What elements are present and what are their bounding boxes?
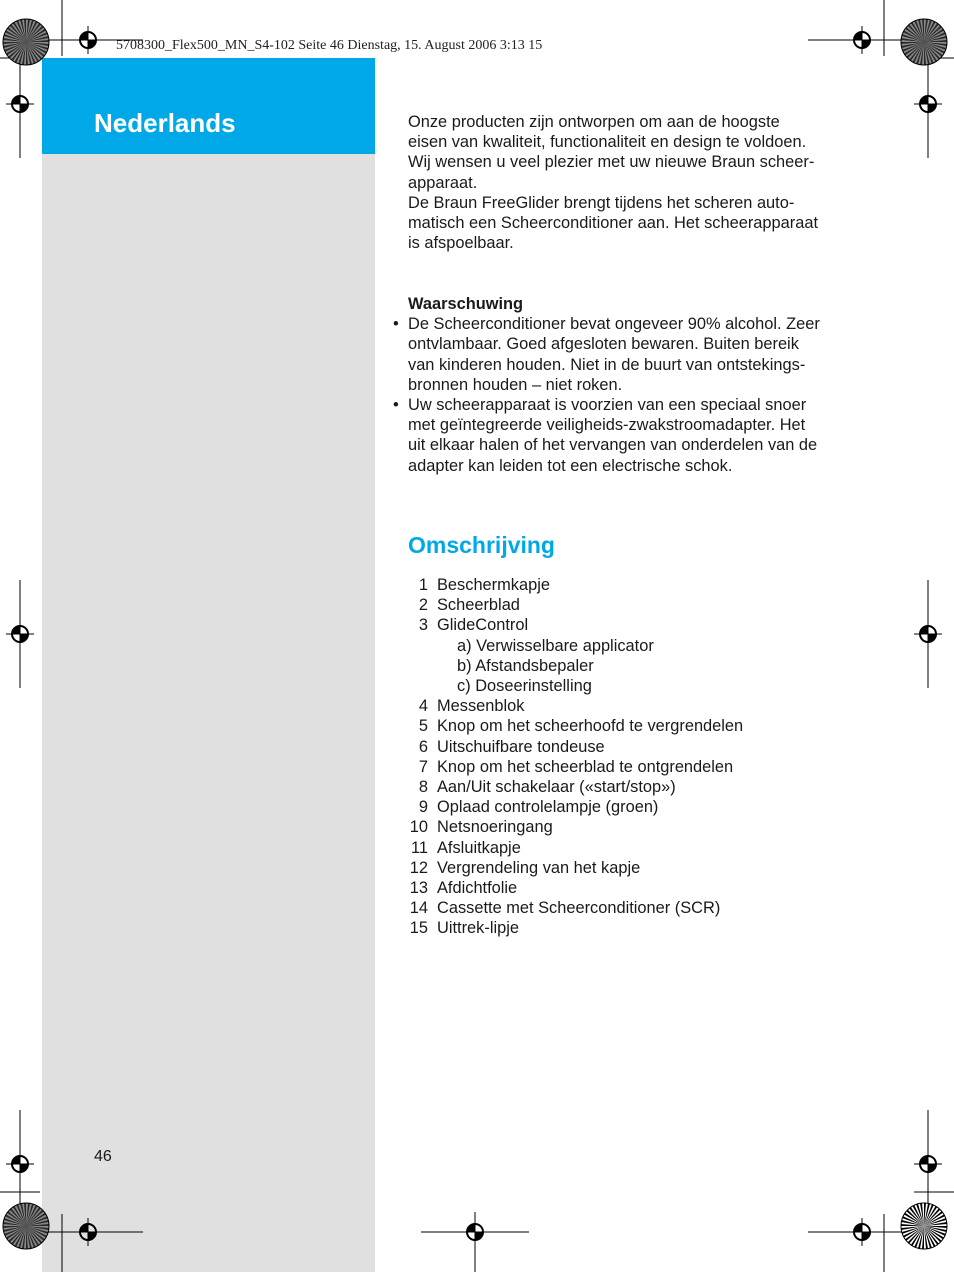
part-label: Beschermkapje — [437, 576, 550, 594]
part-label: c) Doseerinstelling — [457, 677, 592, 696]
part-number: 5 — [418, 717, 428, 736]
part-number: 4 — [418, 697, 428, 716]
warning-line: bronnen houden – niet roken. — [408, 375, 623, 394]
part-number: 2 — [418, 596, 428, 615]
page-number: 46 — [94, 1148, 112, 1165]
part-number: 3 — [418, 616, 428, 635]
part-label: Afdichtfolie — [437, 879, 518, 898]
warning-line: Uw scheerapparaat is voorzien van een speciaal snoer — [408, 396, 807, 415]
intro-line: matisch een Scheerconditioner aan. Het scheerapparaat — [408, 214, 819, 233]
warning-line: adapter kan leiden tot een electrische schok. — [408, 456, 733, 475]
part-label: Oplaad controlelampje (groen) — [437, 798, 659, 817]
part-number: 14 — [409, 899, 428, 918]
bullet-icon: • — [393, 315, 399, 334]
part-label: b) Afstandsbepaler — [457, 656, 594, 675]
intro-line: apparaat. — [408, 173, 478, 192]
part-label: Vergrendeling van het kapje — [437, 858, 641, 877]
section-title: Omschrijving — [408, 532, 555, 558]
part-label: Afsluitkapje — [437, 838, 521, 857]
part-label: a) Verwisselbare applicator — [457, 636, 654, 655]
part-number: 10 — [409, 818, 428, 837]
warning-line: De Scheerconditioner bevat ongeveer 90% alcohol. Zeer — [408, 315, 820, 334]
print-header: 5708300_Flex500_MN_S4-102 Seite 46 Dienstag, 15. August 2006 3:13 15 — [116, 38, 543, 53]
part-label: Knop om het scheerhoofd te vergrendelen — [437, 717, 744, 736]
language-title: Nederlands — [94, 108, 236, 138]
part-number: 6 — [418, 737, 428, 756]
part-number: 11 — [410, 838, 428, 857]
part-label: GlideControl — [437, 616, 529, 635]
intro-line: eisen van kwaliteit, functionaliteit en design te voldoen. — [408, 133, 807, 152]
warning-line: uit elkaar halen of het vervangen van onderdelen van de — [408, 436, 818, 455]
intro-line: is afspoelbaar. — [408, 234, 514, 253]
bullet-icon: • — [393, 396, 399, 415]
part-number: 9 — [418, 798, 428, 817]
intro-line: De Braun FreeGlider brengt tijdens het scheren auto- — [408, 193, 795, 212]
part-number: 12 — [409, 858, 428, 877]
warning-line: van kinderen houden. Niet in de buurt van ontstekings- — [408, 355, 806, 374]
starburst-mark-icon — [901, 19, 947, 65]
starburst-mark-icon — [901, 1203, 947, 1249]
intro-line: Onze producten zijn ontworpen om aan de hoogste — [408, 113, 780, 131]
part-number: 15 — [409, 919, 428, 938]
part-label: Messenblok — [437, 697, 525, 716]
part-label: Uitschuifbare tondeuse — [437, 737, 605, 756]
warning-line: met geïntegreerde veiligheids-zwakstroomadapter. Het — [408, 416, 806, 435]
part-label: Knop om het scheerblad te ontgrendelen — [437, 757, 734, 776]
part-number: 8 — [418, 778, 428, 797]
part-label: Aan/Uit schakelaar («start/stop») — [437, 778, 676, 797]
part-label: Uittrek-lipje — [437, 919, 519, 938]
intro-line: Wij wensen u veel plezier met uw nieuwe Braun scheer- — [408, 153, 815, 172]
starburst-mark-icon — [3, 1203, 49, 1249]
part-number: 1 — [418, 576, 428, 594]
part-number: 7 — [418, 757, 428, 776]
warning-line: ontvlambaar. Goed afgesloten bewaren. Buiten bereik — [408, 335, 799, 354]
part-number: 13 — [409, 879, 428, 898]
part-label: Cassette met Scheerconditioner (SCR) — [437, 899, 721, 918]
warning-heading: Waarschuwing — [408, 295, 524, 313]
part-label: Scheerblad — [437, 596, 520, 615]
starburst-mark-icon — [3, 19, 49, 65]
part-label: Netsnoeringang — [437, 818, 553, 837]
